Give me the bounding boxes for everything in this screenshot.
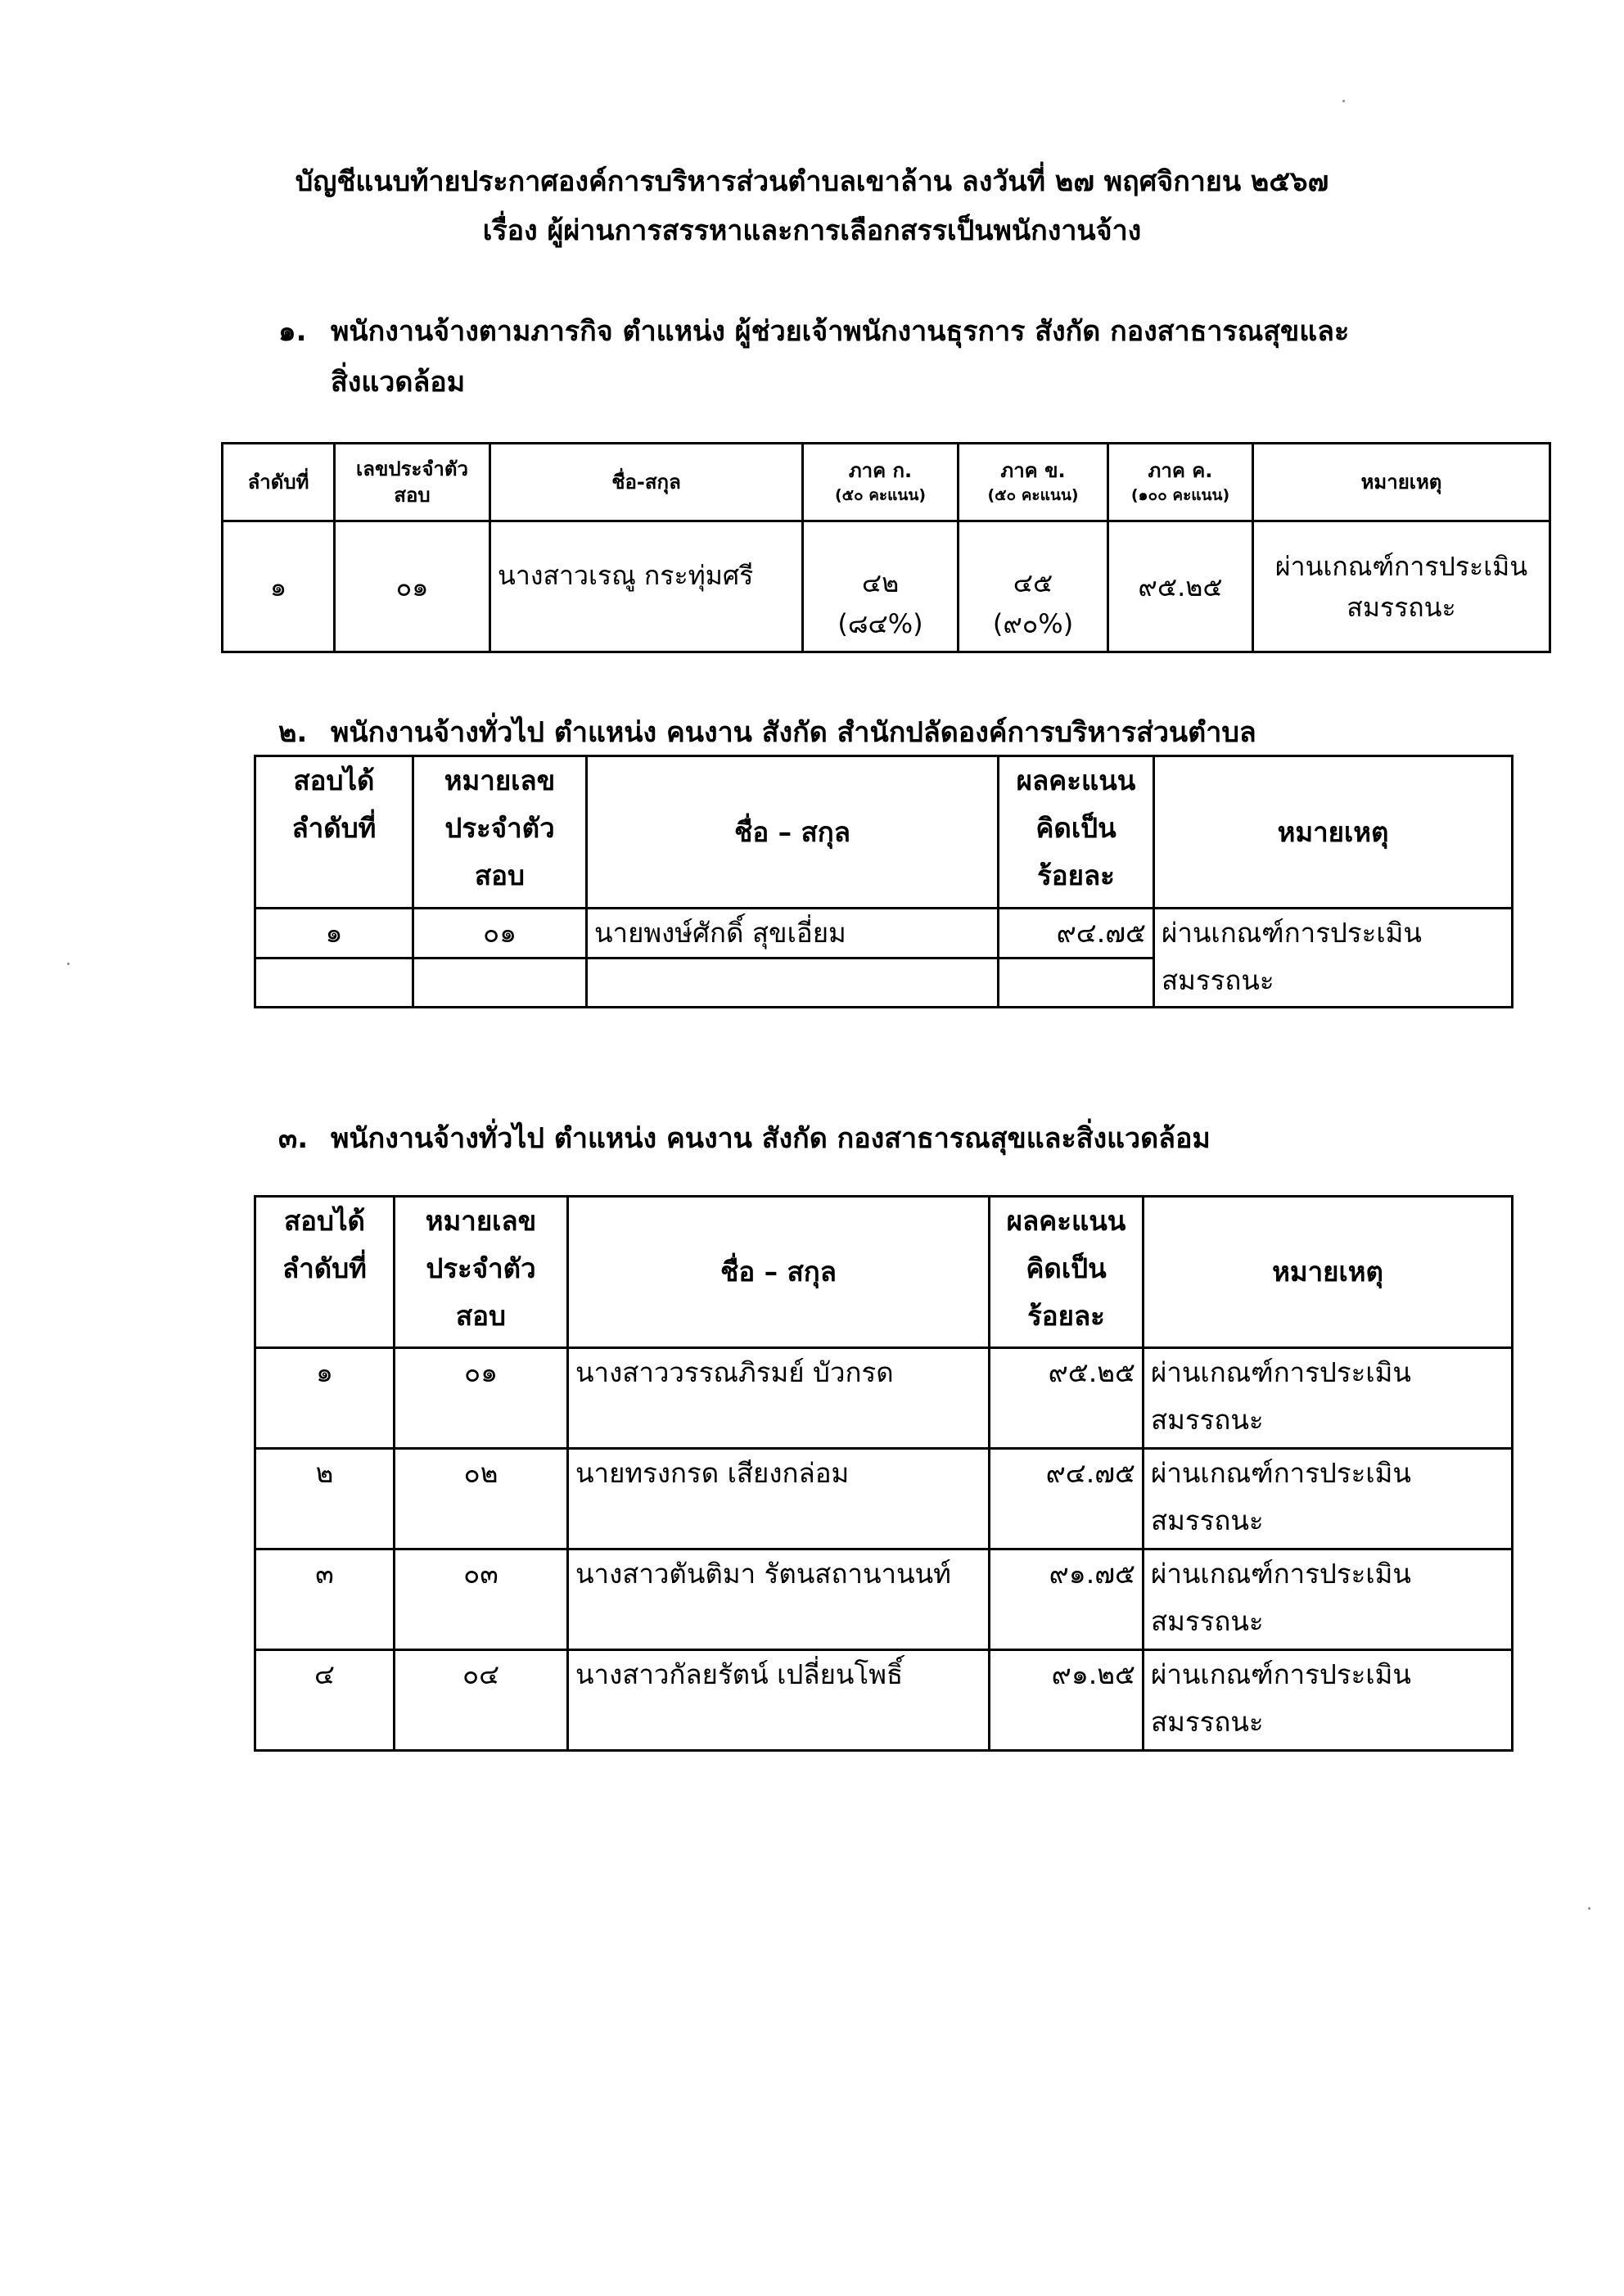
section3-row4-name: นางสาวกัลยรัตน์ เปลี่ยนโพธิ์ (568, 1650, 990, 1751)
section3-row1-remark: ผ่านเกณฑ์การประเมิน สมรรถนะ (1144, 1348, 1513, 1449)
section2-empty-cell (999, 959, 1154, 1008)
section1-number: ๑. (278, 315, 307, 348)
section1-header-part-a: ภาค ก. (๕๐ คะแนน) (803, 444, 959, 521)
section1-header-part-b: ภาค ข. (๕๐ คะแนน) (959, 444, 1108, 521)
section3-row3-order: ๓ (255, 1549, 395, 1650)
section1-header-row (223, 444, 1550, 521)
section3-row1-name: นางสาววรรณภิรมย์ บัวกรด (568, 1348, 990, 1449)
scan-speck (1588, 1907, 1590, 1910)
section2-row1-name: นายพงษ์ศักดิ์ สุขเอี่ยม (587, 909, 999, 959)
section1-title-line2: สิ่งแวดล้อม (331, 366, 466, 399)
table-row (223, 521, 1550, 652)
section2-title: พนักงานจ้างทั่วไป ตำแหน่ง คนงาน สังกัด สำนักปลัดองค์การบริหารส่วนตำบล (331, 716, 1256, 749)
document-title-line2: เรื่อง ผู้ผ่านการสรรหาและการเลือกสรรเป็นพนักงานจ้าง (482, 214, 1142, 247)
section1-row1-remark: ผ่านเกณฑ์การประเมิน สมรรถนะ (1253, 521, 1550, 652)
section1-row1-part-a: ๔๒ (๘๔%) (803, 521, 959, 652)
table-row (255, 1449, 1513, 1549)
section2-header-name: ชื่อ – สกุล (587, 756, 999, 909)
section3-table (254, 1195, 1513, 1752)
section1-row1-exam-id: ๐๑ (335, 521, 490, 652)
section1-table (221, 442, 1551, 653)
section1-header-part-c: ภาค ค. (๑๐๐ คะแนน) (1108, 444, 1253, 521)
section2-row1-exam-id: ๐๑ (413, 909, 587, 959)
section2-header-order: สอบได้ ลำดับที่ (255, 756, 413, 909)
section2-empty-cell (587, 959, 999, 1008)
section2-empty-cell (413, 959, 587, 1008)
section3-row3-remark: ผ่านเกณฑ์การประเมิน สมรรถนะ (1144, 1549, 1513, 1650)
section3-row2-name: นายทรงกรด เสียงกล่อม (568, 1449, 990, 1549)
scan-speck (1342, 100, 1345, 102)
section3-title: พนักงานจ้างทั่วไป ตำแหน่ง คนงาน สังกัด กองสาธารณสุขและสิ่งแวดล้อม (331, 1122, 1211, 1155)
section3-number: ๓. (278, 1122, 309, 1155)
section2-header-score: ผลคะแนน คิดเป็น ร้อยละ (999, 756, 1154, 909)
section3-row2-exam-id: ๐๒ (395, 1449, 568, 1549)
section1-header-order: ลำดับที่ (223, 444, 335, 521)
section3-row4-exam-id: ๐๔ (395, 1650, 568, 1751)
section3-row1-order: ๑ (255, 1348, 395, 1449)
section3-row4-remark: ผ่านเกณฑ์การประเมิน สมรรถนะ (1144, 1650, 1513, 1751)
section3-row3-exam-id: ๐๓ (395, 1549, 568, 1650)
section3-row2-order: ๒ (255, 1449, 395, 1549)
section2-header-row (255, 756, 1513, 909)
table-row (255, 1348, 1513, 1449)
section3-row4-score: ๙๑.๒๕ (990, 1650, 1144, 1751)
section3-row1-score: ๙๕.๒๕ (990, 1348, 1144, 1449)
section3-header-order: สอบได้ ลำดับที่ (255, 1197, 395, 1348)
section2-heading (278, 712, 1256, 753)
section2-table (254, 755, 1513, 1008)
table-row (255, 1549, 1513, 1650)
table-row (255, 1650, 1513, 1751)
section1-heading (278, 311, 1349, 352)
section3-header-exam-id: หมายเลข ประจำตัว สอบ (395, 1197, 568, 1348)
section1-row1-name: นางสาวเรณู กระทุ่มศรี (490, 521, 803, 652)
section2-empty-cell (255, 959, 413, 1008)
section3-header-remark: หมายเหตุ (1144, 1197, 1513, 1348)
section3-row4-order: ๔ (255, 1650, 395, 1751)
section3-row2-score: ๙๔.๗๕ (990, 1449, 1144, 1549)
section1-title-line1: พนักงานจ้างตามภารกิจ ตำแหน่ง ผู้ช่วยเจ้าพนักงานธุรการ สังกัด กองสาธารณสุขและ (331, 315, 1350, 348)
section2-row1-remark: ผ่านเกณฑ์การประเมิน สมรรถนะ (1154, 909, 1513, 1008)
section1-row1-part-c: ๙๕.๒๕ (1108, 521, 1253, 652)
table-row (255, 909, 1513, 959)
section2-header-exam-id: หมายเลข ประจำตัว สอบ (413, 756, 587, 909)
section3-row3-name: นางสาวตันติมา รัตนสถานานนท์ (568, 1549, 990, 1650)
section1-header-remark: หมายเหตุ (1253, 444, 1550, 521)
section1-header-name: ชื่อ-สกุล (490, 444, 803, 521)
document-title-line1: บัญชีแนบท้ายประกาศองค์การบริหารส่วนตำบลเขาล้าน ลงวันที่ ๒๗ พฤศจิกายน ๒๕๖๗ (295, 165, 1329, 198)
section3-row1-exam-id: ๐๑ (395, 1348, 568, 1449)
section3-header-name: ชื่อ – สกุล (568, 1197, 990, 1348)
section3-row2-remark: ผ่านเกณฑ์การประเมิน สมรรถนะ (1144, 1449, 1513, 1549)
section3-row3-score: ๙๑.๗๕ (990, 1549, 1144, 1650)
scan-speck (67, 963, 70, 965)
section3-heading (278, 1118, 1211, 1159)
section2-number: ๒. (278, 716, 308, 749)
section2-header-remark: หมายเหตุ (1154, 756, 1513, 909)
section2-row1-order: ๑ (255, 909, 413, 959)
section1-row1-part-b: ๔๕ (๙๐%) (959, 521, 1108, 652)
section2-row1-score: ๙๔.๗๕ (999, 909, 1154, 959)
section3-header-score: ผลคะแนน คิดเป็น ร้อยละ (990, 1197, 1144, 1348)
section3-header-row (255, 1197, 1513, 1348)
section1-header-exam-id: เลขประจำตัว สอบ (335, 444, 490, 521)
section1-row1-order: ๑ (223, 521, 335, 652)
